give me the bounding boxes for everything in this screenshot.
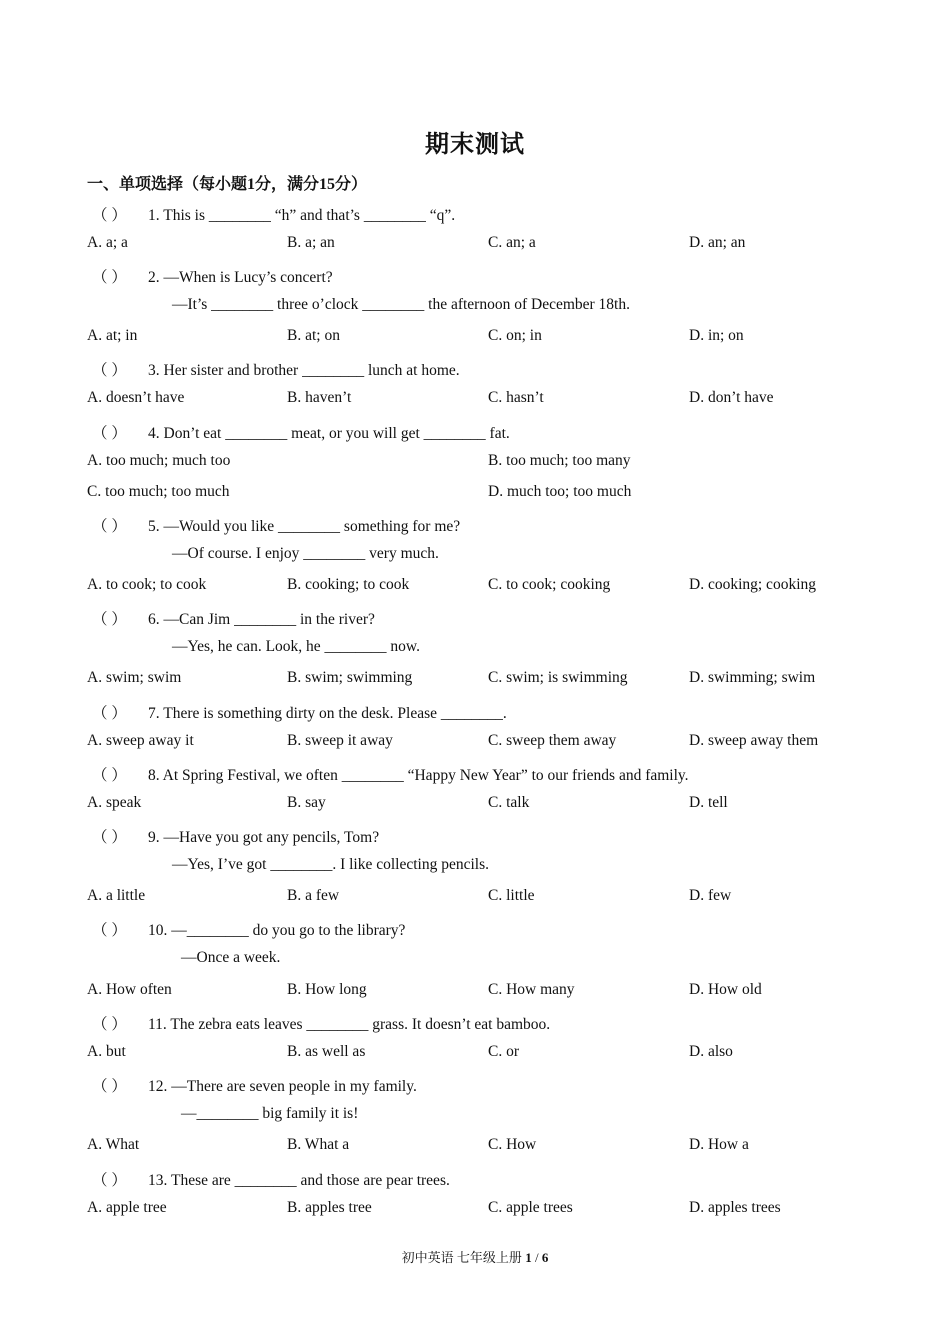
question-stem: 2. —When is Lucy’s concert? — [148, 269, 333, 286]
option-c: C. apple trees — [488, 1199, 573, 1216]
option-b: B. a; an — [287, 234, 335, 251]
dialogue-response: —Yes, I’ve got ________. I like collecting pencils. — [172, 856, 489, 873]
question-2 — [92, 265, 333, 287]
question-9 — [92, 825, 379, 847]
option-c: C. How — [488, 1136, 537, 1153]
option-b: B. cooking; to cook — [287, 576, 410, 593]
answer-blank[interactable]: （ ） — [92, 705, 127, 722]
option-c: C. How many — [488, 981, 575, 998]
option-b: B. apples tree — [287, 1199, 372, 1216]
dialogue-response: —Of course. I enjoy ________ very much. — [172, 545, 439, 562]
option-a: A. doesn’t have — [87, 389, 185, 406]
answer-blank[interactable]: （ ） — [92, 425, 127, 442]
option-d: D. cooking; cooking — [689, 576, 816, 593]
question-stem: 4. Don’t eat ________ meat, or you will get ________ fat. — [148, 425, 510, 442]
option-b: B. a few — [287, 887, 340, 904]
answer-blank[interactable]: （ ） — [92, 362, 127, 379]
question-6 — [92, 607, 375, 629]
option-d: D. swimming; swim — [689, 669, 816, 686]
option-a: A. too much; much too — [87, 452, 231, 469]
option-b: B. as well as — [287, 1043, 366, 1060]
question-stem: 8. At Spring Festival, we often ________ “Happy New Year” to our friends and family. — [148, 767, 689, 784]
answer-blank[interactable]: （ ） — [92, 611, 127, 628]
option-c: C. an; a — [488, 234, 536, 251]
question-8 — [92, 763, 689, 785]
answer-blank[interactable]: （ ） — [92, 518, 127, 535]
dialogue-response: —It’s ________ three o’clock ________ the afternoon of December 18th. — [172, 296, 630, 313]
page-footer — [0, 1247, 950, 1266]
question-stem: 6. —Can Jim ________ in the river? — [148, 611, 375, 628]
option-d: D. sweep away them — [689, 732, 819, 749]
option-b: B. at; on — [287, 327, 340, 344]
option-c: C. to cook; cooking — [488, 576, 611, 593]
option-a: A. swim; swim — [87, 669, 182, 686]
option-d: D. few — [689, 887, 732, 904]
answer-blank[interactable]: （ ） — [92, 767, 127, 784]
option-c: C. swim; is swimming — [488, 669, 628, 686]
answer-blank[interactable]: （ ） — [92, 1016, 127, 1033]
question-stem: 13. These are ________ and those are pear trees. — [148, 1172, 450, 1189]
answer-blank[interactable]: （ ） — [92, 207, 127, 224]
option-a: A. to cook; to cook — [87, 576, 207, 593]
option-a: A. How often — [87, 981, 172, 998]
footer-text: 初中英语 七年级上册 — [401, 1250, 526, 1265]
option-a: A. apple tree — [87, 1199, 167, 1216]
option-b: B. How long — [287, 981, 367, 998]
option-c: C. hasn’t — [488, 389, 544, 406]
section-heading: 一、单项选择（每小题1分，满分15分） — [87, 176, 368, 193]
question-13 — [92, 1168, 450, 1190]
option-b: B. What a — [287, 1136, 350, 1153]
option-b: B. too much; too many — [488, 452, 631, 469]
option-b: B. haven’t — [287, 389, 352, 406]
answer-blank[interactable]: （ ） — [92, 1172, 127, 1189]
question-4 — [92, 421, 510, 443]
option-c: C. talk — [488, 794, 530, 811]
question-stem: 3. Her sister and brother ________ lunch at home. — [148, 362, 460, 379]
question-stem: 5. —Would you like ________ something for me? — [148, 518, 461, 535]
page-separator: / — [531, 1250, 542, 1265]
option-d: D. How a — [689, 1136, 749, 1153]
question-stem: 1. This is ________ “h” and that’s ________ “q”. — [148, 207, 456, 224]
answer-blank[interactable]: （ ） — [92, 1078, 127, 1095]
question-stem: 11. The zebra eats leaves ________ grass. It doesn’t eat bamboo. — [148, 1016, 551, 1033]
option-d: D. don’t have — [689, 389, 774, 406]
answer-blank[interactable]: （ ） — [92, 269, 127, 286]
question-12 — [92, 1074, 417, 1096]
question-10 — [92, 918, 405, 940]
answer-blank[interactable]: （ ） — [92, 922, 127, 939]
option-a: A. at; in — [87, 327, 138, 344]
dialogue-response: —________ big family it is! — [181, 1105, 359, 1122]
option-c: C. too much; too much — [87, 483, 230, 500]
page-number: 1 — [525, 1250, 532, 1265]
option-a: A. What — [87, 1136, 140, 1153]
question-stem: 7. There is something dirty on the desk. Please ________. — [148, 705, 507, 722]
option-b: B. swim; swimming — [287, 669, 413, 686]
page-total: 6 — [541, 1250, 549, 1265]
option-c: C. little — [488, 887, 535, 904]
option-d: D. also — [689, 1043, 733, 1060]
dialogue-response: —Once a week. — [181, 949, 281, 966]
option-b: B. say — [287, 794, 326, 811]
question-stem: 9. —Have you got any pencils, Tom? — [148, 829, 380, 846]
option-d: D. How old — [689, 981, 762, 998]
option-d: D. in; on — [689, 327, 744, 344]
question-11 — [92, 1012, 550, 1034]
question-1 — [92, 203, 455, 225]
option-c: C. sweep them away — [488, 732, 617, 749]
question-3 — [92, 358, 460, 380]
option-d: D. apples trees — [689, 1199, 781, 1216]
option-c: C. on; in — [488, 327, 542, 344]
option-a: A. speak — [87, 794, 142, 811]
option-c: C. or — [488, 1043, 519, 1060]
question-stem: 12. —There are seven people in my family. — [148, 1078, 417, 1095]
option-a: A. a little — [87, 887, 146, 904]
option-a: A. a; a — [87, 234, 128, 251]
dialogue-response: —Yes, he can. Look, he ________ now. — [172, 638, 420, 655]
question-stem: 10. —________ do you go to the library? — [148, 922, 406, 939]
answer-blank[interactable]: （ ） — [92, 829, 127, 846]
option-d: D. tell — [689, 794, 728, 811]
option-d: D. an; an — [689, 234, 746, 251]
option-d: D. much too; too much — [488, 483, 632, 500]
page-title: 期末测试 — [425, 132, 525, 158]
option-a: A. sweep away it — [87, 732, 194, 749]
question-7 — [92, 701, 507, 723]
option-b: B. sweep it away — [287, 732, 393, 749]
option-a: A. but — [87, 1043, 126, 1060]
question-5 — [92, 514, 460, 536]
